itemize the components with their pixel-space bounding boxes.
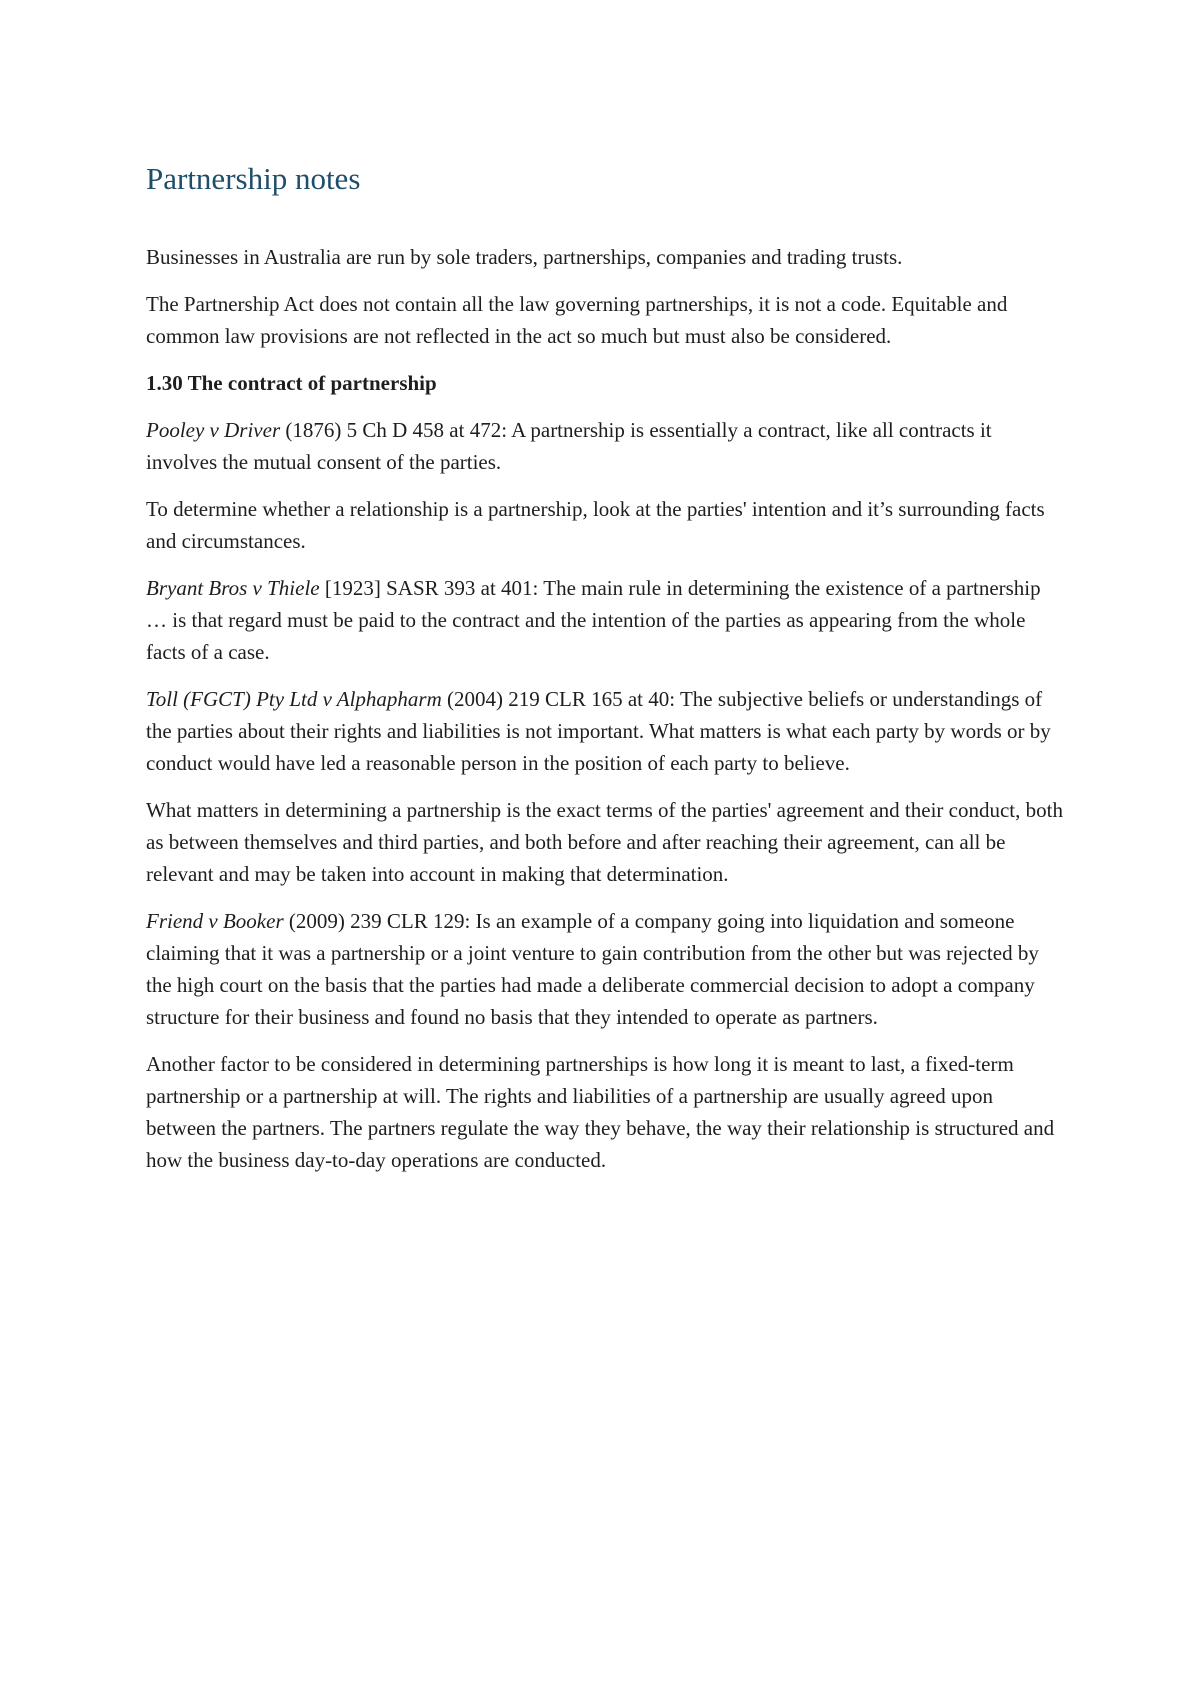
case-name: Toll (FGCT) Pty Ltd v Alphapharm <box>146 687 442 712</box>
paragraph-pooley <box>146 414 1066 478</box>
paragraph-intention <box>146 493 1066 557</box>
paragraph-text: To determine whether a relationship is a partnership, look at the parties' intention and it’s surrounding facts and circumstances. <box>146 497 1045 554</box>
page-title: Partnership notes <box>146 161 361 196</box>
paragraph-text: (2009) 239 CLR 129: Is an example of a company going into liquidation and someone claiming that it was a partnership or a joint venture to gain contribution from the other but was rejected by the high court on the basis that the parties had made a deliberate commercial decision to adopt a company structure for their business and found no basis that they intended to operate as partners. <box>146 909 1039 1030</box>
paragraph-what-matters <box>146 794 1066 890</box>
paragraph-toll <box>146 683 1066 779</box>
paragraph-friend <box>146 905 1066 1033</box>
paragraph-text: Another factor to be considered in determining partnerships is how long it is meant to last, a fixed-term partnership or a partnership at will. The rights and liabilities of a partnership are usually agreed upon between the partners. The partners regulate the way they behave, the way their relationship is structured and how the business day-to-day operations are conducted. <box>146 1052 1055 1173</box>
paragraph-text: What matters in determining a partnership is the exact terms of the parties' agreement and their conduct, both as between themselves and third parties, and both before and after reaching their agreement, can all be relevant and may be taken into account in making that determination. <box>146 798 1063 887</box>
paragraph-bryant <box>146 572 1066 668</box>
case-name: Friend v Booker <box>146 909 284 934</box>
paragraph-text: (2004) 219 CLR 165 at 40: The subjective beliefs or understandings of the parties about their rights and liabilities is not important. What matters is what each party by words or by conduct would have led a reasonable person in the position of each party to believe. <box>146 687 1051 776</box>
paragraph-text: (1876) 5 Ch D 458 at 472: A partnership is essentially a contract, like all contracts it involves the mutual consent of the parties. <box>146 418 992 475</box>
paragraph-duration <box>146 1048 1066 1176</box>
act-note-paragraph: The Partnership Act does not contain all the law governing partnerships, it is not a code. Equitable and common law provisions are not reflected in the act so much but must also be considered. <box>146 292 1008 349</box>
case-name: Pooley v Driver <box>146 418 281 443</box>
paragraph-text: [1923] SASR 393 at 401: The main rule in determining the existence of a partnership … is that regard must be paid to the contract and the intention of the parties as appearing from the whole facts of a case. <box>146 576 1041 665</box>
case-name: Bryant Bros v Thiele <box>146 576 320 601</box>
intro-paragraph: Businesses in Australia are run by sole traders, partnerships, companies and trading trusts. <box>146 245 903 270</box>
document-body <box>146 160 1066 1191</box>
section-heading: 1.30 The contract of partnership <box>146 371 437 396</box>
